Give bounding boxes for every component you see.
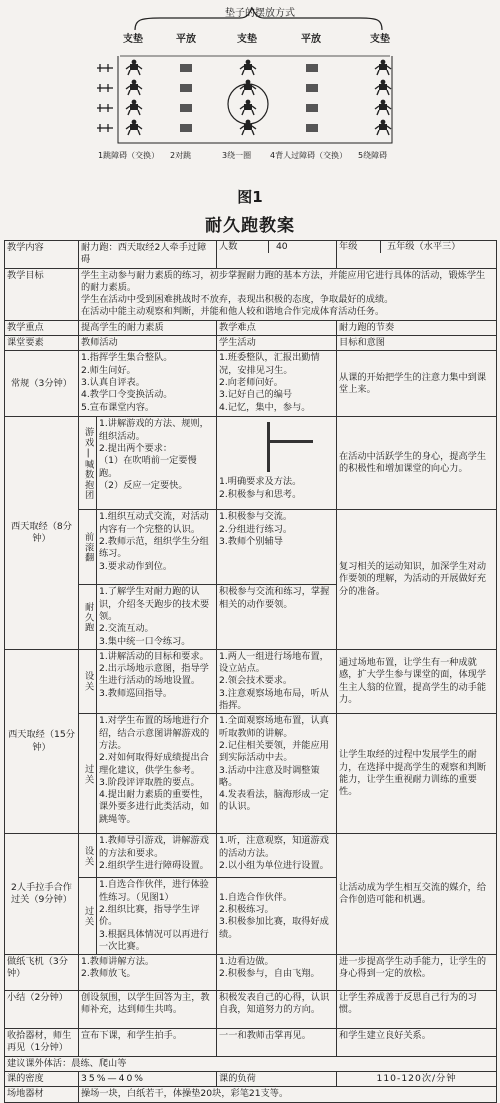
lesson-plan-table — [4, 240, 497, 1103]
grade-label: 年级 — [337, 241, 381, 253]
arrangement-label: 垫子的摆放方式 — [225, 8, 295, 19]
game-section: 游戏|喊数抱团 — [79, 417, 97, 510]
column-label-4: 平放 — [301, 34, 321, 45]
farewell-student: 一一和教师击掌再见。 — [217, 1029, 337, 1057]
column-label-5: 支垫 — [370, 34, 390, 45]
content-value: 耐力跑：西天取经2人牵手过障碍 — [79, 241, 217, 269]
column-label-1: 支垫 — [123, 34, 143, 45]
mat-arrangement-figure — [0, 0, 500, 210]
roll-teacher: 1.组织互动式交流，对活动内容有一个完整的认识。 2.教师示范，组织学生分组练习。 3.要求动作到位。 — [97, 510, 217, 585]
west8-element: 西天取经（8分钟） — [5, 417, 79, 649]
summary-goal: 让学生养成善于反思自己行为的习惯。 — [337, 991, 497, 1029]
pass-row — [5, 714, 497, 834]
routine-element: 常规（3分钟） — [5, 351, 79, 417]
station-label-1: 1跳障碍（交换） — [98, 151, 160, 160]
setup-student: 1.两人一组进行场地布置，设立站点。 2.领会技术要求。 3.注意观察场地布局，听从指挥。 — [217, 649, 337, 713]
farewell-teacher: 宣布下课，和学生拍手。 — [79, 1029, 217, 1057]
roll-student: 1.积极参与交流。 2.分组进行练习。 3.教师个别辅导 — [217, 510, 337, 585]
station-5-obstacles — [375, 60, 391, 135]
key-label: 教学重点 — [5, 320, 79, 335]
content-label: 教学内容 — [5, 241, 79, 269]
summary-teacher: 创设氛围，以学生回答为主，教师补充，达到师生共鸣。 — [79, 991, 217, 1029]
hand-setup-row — [5, 834, 497, 878]
endurance-teacher: 1.了解学生对耐力跑的认识，介绍冬天跑步的技术要领。 2.交流互动。 3.集中统一口令练习。 — [97, 585, 217, 649]
game-goal: 在活动中活跃学生的身心，提高学生的积极性和增加课堂的向心力。 — [337, 417, 497, 510]
hand-setup-section: 设关 — [79, 834, 97, 878]
plane-row — [5, 955, 497, 991]
pass-student: 1.全面观察场地布置，认真听取教师的讲解。 2.记住相关要领，并能应用到实际活动中去。 3.活动中注意及时调整策略。 4.发表看法，脑海形成一定的认识。 — [217, 714, 337, 834]
hand-pass-teacher: 1.自选合作伙伴，进行体验性练习。（见图1） 2.组织比赛，指导学生评价。 3.根据具体情况可以再进行一次比赛。 — [97, 878, 217, 955]
load-value: 110-120次/分钟 — [337, 1072, 497, 1087]
header-teacher: 教师活动 — [79, 336, 217, 351]
header-element: 课堂要素 — [5, 336, 79, 351]
hand-goal: 让活动成为学生相互交流的媒介，给合作创造可能和机遇。 — [337, 834, 497, 955]
station-2-mats — [126, 60, 142, 135]
setup-row — [5, 649, 497, 713]
equipment-value: 操场一块，白纸若干，体操垫20块，彩笔21支等。 — [79, 1087, 497, 1102]
key-value: 提高学生的耐力素质 — [79, 320, 217, 335]
station-label-3: 3绕一圈 — [222, 151, 252, 160]
plane-goal: 进一步提高学生动手能力，让学生的身心得到一定的放松。 — [337, 955, 497, 991]
setup-teacher: 1.讲解活动的目标和要求。 2.出示场地示意图，指导学生进行活动的场地设置。 3.教师巡回指导。 — [97, 649, 217, 713]
figure-caption: 图1 — [237, 188, 263, 206]
setup-goal: 通过场地布置，让学生有一种成就感，扩大学生参与课堂的面，体现学生主人翁的位置，提高学生的动手能力。 — [337, 649, 497, 713]
farewell-row — [5, 1029, 497, 1057]
station-label-5: 5绕障碍 — [358, 151, 388, 160]
endurance-student: 积极参与交流和练习，掌握相关的动作要领。 — [217, 585, 337, 649]
endurance-section: 耐久跑 — [79, 585, 97, 649]
summary-student: 积极发表自己的心得，认识自我，知道努力的方向。 — [217, 991, 337, 1029]
hand-setup-student: 1.听，注意观察，知道游戏的活动方法。 2.以小组为单位进行设置。 — [217, 834, 337, 878]
hand-element: 2人手拉手合作过关（9分钟） — [5, 834, 79, 955]
header-student: 学生活动 — [217, 336, 337, 351]
station-1 — [97, 64, 113, 132]
goal-text: 学生主动参与耐力素质的练习，初步掌握耐力跑的基本方法，并能应用它进行具体的活动，锻炼学生的耐力素质。 学生在活动中受到困难挑战时不放弃，表现出积极的态度，争取最好的成绩。 在活动中能主动观察和判断，并能和他人较和谐地合作完成体育活动任务。 — [79, 268, 497, 320]
density-value: 35%—40% — [79, 1072, 217, 1087]
pass-teacher: 1.对学生布置的场地进行介绍，结合示意图讲解游戏的方法。 2.对如何取得好成绩提出合理化建议，供学生参考。 3.阶段评评取胜的要点。 4.提出耐力素质的重要性，课外要多进行此类活动，如跳绳等。 — [97, 714, 217, 834]
farewell-goal: 和学生建立良好关系。 — [337, 1029, 497, 1057]
key-row — [5, 320, 497, 335]
station-flat-mats-1 — [180, 64, 192, 132]
summary-row — [5, 991, 497, 1029]
hand-pass-section: 过关 — [79, 878, 97, 955]
pass-section: 过关 — [79, 714, 97, 834]
pass-goal: 让学生取经的过程中发展学生的耐力，在选择中提高学生的观察和判断能力，让学生重视耐力训练的重要性。 — [337, 714, 497, 834]
goal-label: 教学目标 — [5, 268, 79, 320]
routine-goal: 从课的开始把学生的注意力集中到课堂上来。 — [337, 351, 497, 417]
routine-row — [5, 351, 497, 417]
suggest-text: 建议课外体活：晨练、爬山等 — [5, 1056, 497, 1071]
equipment-label: 场地器材 — [5, 1087, 79, 1102]
roll-section: 前滚翻 — [79, 510, 97, 585]
west15-element: 西天取经（15分钟） — [5, 649, 79, 833]
plane-teacher: 1.教师讲解方法。 2.教师放飞。 — [79, 955, 217, 991]
farewell-element: 收拾器材，师生再见（1分钟） — [5, 1029, 79, 1057]
hand-setup-teacher: 1.教师导引游戏，讲解游戏的方法和要求。 2.组织学生进行障碍设置。 — [97, 834, 217, 878]
document-title: 耐久跑教案 — [205, 216, 295, 236]
difficulty-value: 耐力跑的节奏 — [337, 320, 497, 335]
density-row — [5, 1072, 497, 1087]
equipment-row — [5, 1087, 497, 1102]
difficulty-label: 教学难点 — [217, 320, 337, 335]
routine-student: 1.班委整队，汇报出勤情况，安排见习生。 2.向老师问好。 3.记好自己的编号 4.记忆，集中，参与。 — [217, 351, 337, 417]
station-label-2: 2对跳 — [170, 151, 192, 160]
game-row — [5, 417, 497, 510]
density-label: 课的密度 — [5, 1072, 79, 1087]
station-flat-mats-2 — [306, 64, 318, 132]
header-goal: 目标和意图 — [337, 336, 497, 351]
game-student: 1.明确要求及方法。 2.积极参与和思考。 — [219, 476, 302, 500]
routine-teacher: 1.指挥学生集合整队。 2.师生问好。 3.认真自评表。 4.教学口令变换活动。 5.宣布课堂内容。 — [79, 351, 217, 417]
station-3-circle — [228, 60, 268, 135]
station-label-4: 4背人过障碍（交换） — [270, 151, 348, 160]
setup-section: 设关 — [79, 649, 97, 713]
column-label-2: 平放 — [176, 34, 196, 45]
formation-diagram — [219, 418, 334, 476]
people-label: 人数 — [217, 241, 269, 253]
plane-element: 做纸飞机（3分钟） — [5, 955, 79, 991]
grade-value: 五年级（水平三） — [386, 241, 461, 252]
column-label-3: 支垫 — [237, 34, 257, 45]
people-value: 40 — [275, 241, 288, 252]
hand-pass-student: 1.自选合作伙伴。 2.积极练习。 3.积极参加比赛，取得好成绩。 — [217, 878, 337, 955]
plane-student: 1.边看边做。 2.积极参与，自由飞翔。 — [217, 955, 337, 991]
info-row — [5, 241, 497, 269]
goal-row — [5, 268, 497, 320]
roll-run-goal: 复习相关的运动知识，加深学生对动作要领的理解，为活动的开展做好充分的准备。 — [337, 510, 497, 649]
game-teacher: 1.讲解游戏的方法、规则，组织活动。 2.提出两个要求： （1）在吹哨前一定要慢跑。 （2）反应一定要快。 — [97, 417, 217, 510]
suggest-row — [5, 1056, 497, 1071]
load-label: 课的负荷 — [217, 1072, 337, 1087]
header-row — [5, 336, 497, 351]
summary-element: 小结（2分钟） — [5, 991, 79, 1029]
roll-row — [5, 510, 497, 585]
